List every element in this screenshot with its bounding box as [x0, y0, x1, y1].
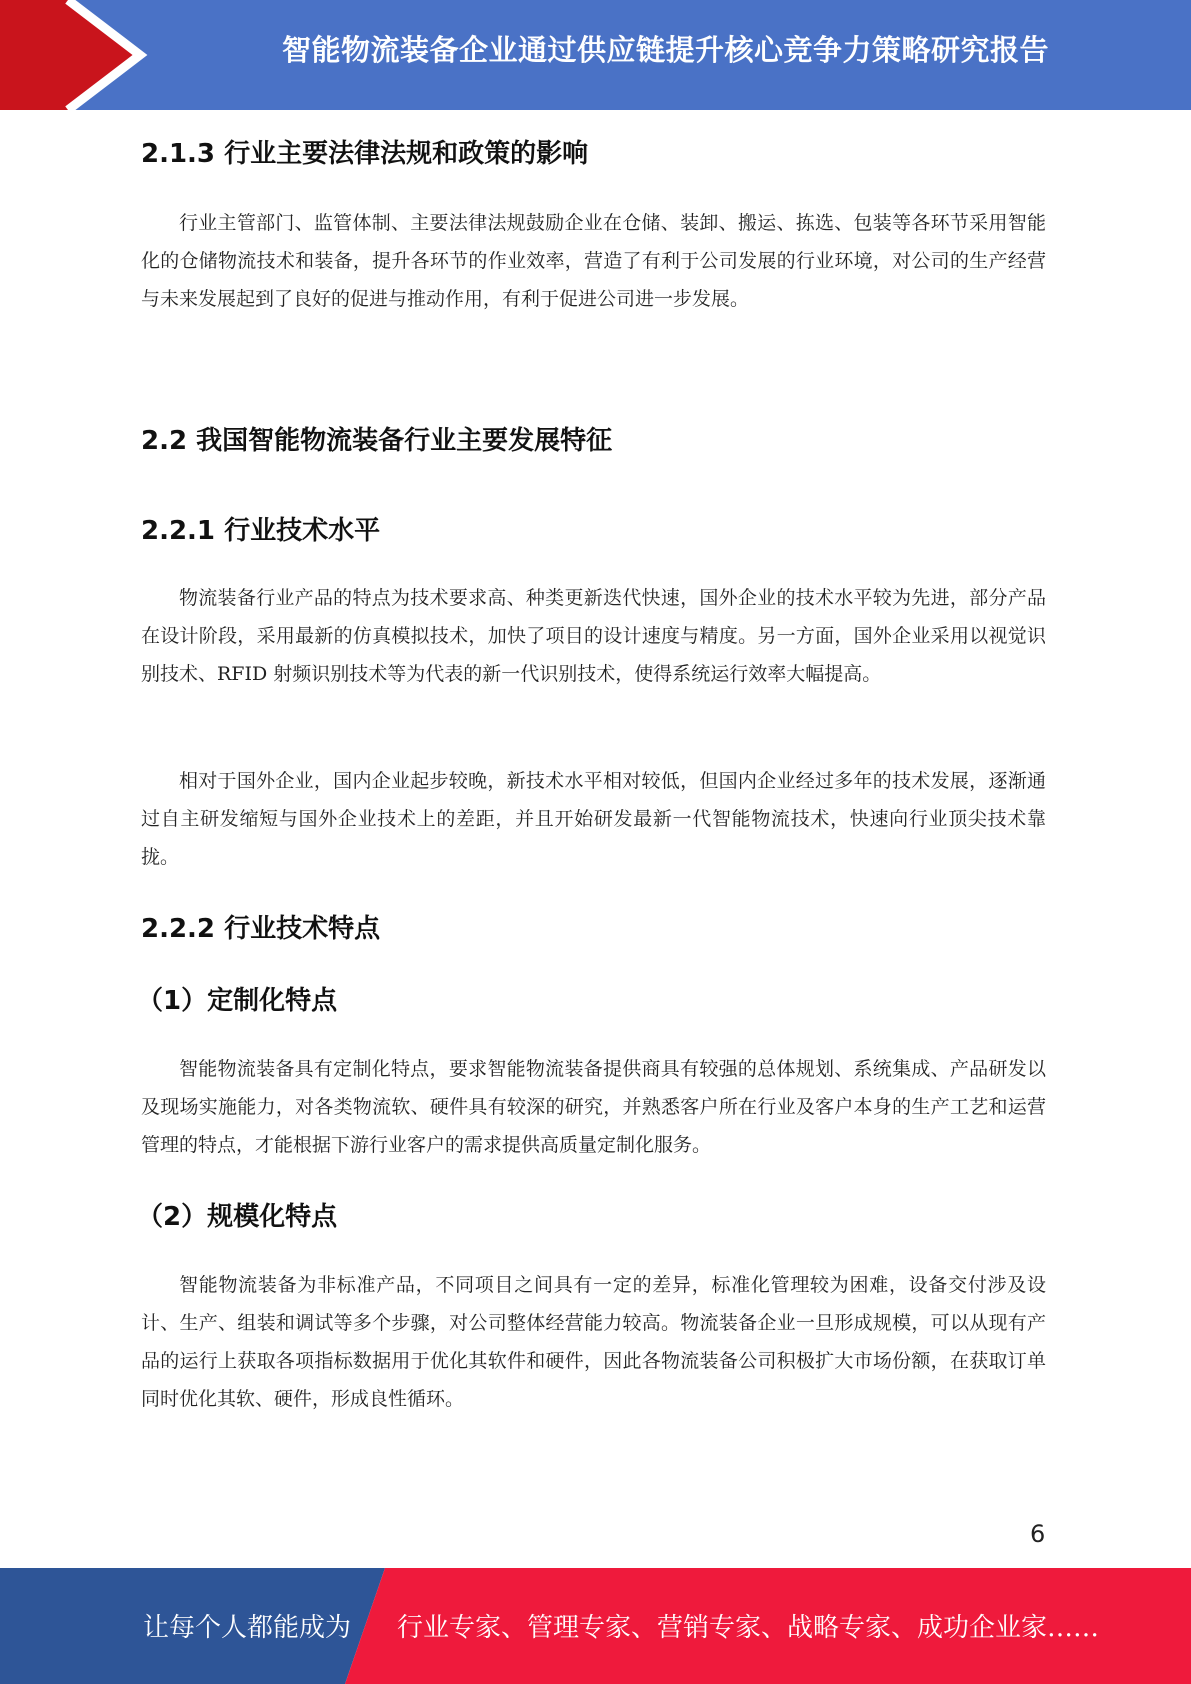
- section-heading-2-2-2: 2.2.2 行业技术特点: [141, 914, 381, 944]
- page-number: 6: [1030, 1520, 1046, 1548]
- section-heading-2-2: 2.2 我国智能物流装备行业主要发展特征: [141, 426, 613, 456]
- header-banner: [0, 0, 1191, 110]
- paragraph-customization: 智能物流装备具有定制化特点，要求智能物流装备提供商具有较强的总体规划、系统集成、产品研发以及现场实施能力，对各类物流软、硬件具有较深的研究，并熟悉客户所在行业及客户本身的生产工艺和运营管理的特点，才能根据下游行业客户的需求提供高质量定制化服务。: [141, 1058, 1046, 1156]
- footer-slogan-right: 行业专家、管理专家、营销专家、战略专家、成功企业家……: [397, 1613, 1100, 1643]
- paragraph-2-1-3: 行业主管部门、监管体制、主要法律法规鼓励企业在仓储、装卸、搬运、拣选、包装等各环节采用智能化的仓储物流技术和装备，提升各环节的作业效率，营造了有利于公司发展的行业环境，对公司的生产经营与未来发展起到了良好的促进与推动作用，有利于促进公司进一步发展。: [141, 212, 1046, 310]
- paragraph-2-2-1-a: 物流装备行业产品的特点为技术要求高、种类更新迭代快速，国外企业的技术水平较为先进，部分产品在设计阶段，采用最新的仿真模拟技术，加快了项目的设计速度与精度。另一方面，国外企业采用以视觉识别技术、RFID 射频识别技术等为代表的新一代识别技术，使得系统运行效率大幅提高。: [141, 587, 1046, 685]
- header-chevron-decoration: [0, 0, 160, 110]
- paragraph-scale: 智能物流装备为非标准产品，不同项目之间具有一定的差异，标准化管理较为困难，设备交付涉及设计、生产、组装和调试等多个步骤，对公司整体经营能力较高。物流装备企业一旦形成规模，可以从现有产品的运行上获取各项指标数据用于优化其软件和硬件，因此各物流装备公司积极扩大市场份额，在获取订单同时优化其软、硬件，形成良性循环。: [141, 1274, 1046, 1410]
- footer-banner: [0, 1568, 1191, 1684]
- subheading-scale: （2）规模化特点: [137, 1202, 338, 1232]
- subheading-customization: （1）定制化特点: [137, 986, 338, 1016]
- footer-slogan-left: 让每个人都能成为: [143, 1613, 352, 1643]
- report-title: 智能物流装备企业通过供应链提升核心竞争力策略研究报告: [281, 33, 1049, 67]
- section-heading-2-1-3: 2.1.3 行业主要法律法规和政策的影响: [141, 139, 589, 169]
- paragraph-2-2-1-b: 相对于国外企业，国内企业起步较晚，新技术水平相对较低，但国内企业经过多年的技术发展，逐渐通过自主研发缩短与国外企业技术上的差距，并且开始研发最新一代智能物流技术，快速向行业顶尖技术靠拢。: [141, 770, 1046, 868]
- section-heading-2-2-1: 2.2.1 行业技术水平: [141, 516, 381, 546]
